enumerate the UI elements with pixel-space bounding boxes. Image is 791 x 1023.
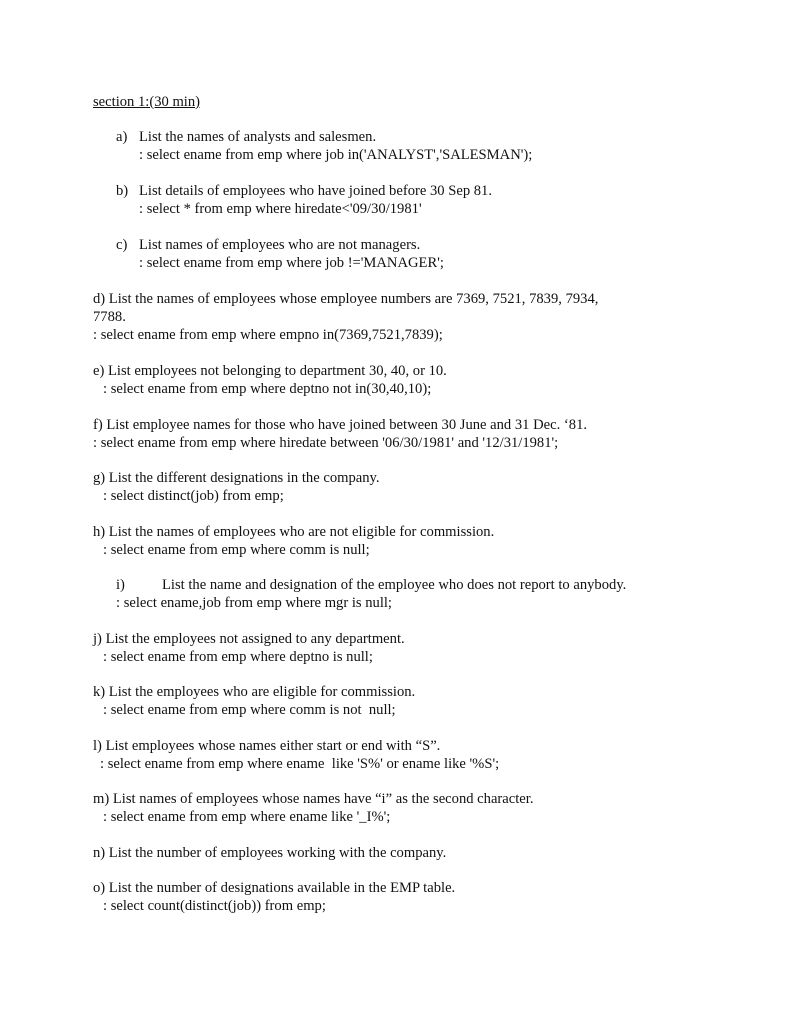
question-i-marker: i) <box>116 577 125 593</box>
question-g-answer: : select distinct(job) from emp; <box>103 488 284 504</box>
question-d-text-line2: 7788. <box>93 309 126 325</box>
question-h-text: h) List the names of employees who are not eligible for commission. <box>93 524 495 540</box>
section-title: section 1:(30 min) <box>93 94 201 110</box>
question-f-answer: : select ename from emp where hiredate between '06/30/1981' and '12/31/1981'; <box>93 435 559 451</box>
question-e-answer: : select ename from emp where deptno not in(30,40,10); <box>103 381 432 397</box>
question-d-answer: : select ename from emp where empno in(7369,7521,7839); <box>93 327 443 343</box>
question-a-text: List the names of analysts and salesmen. <box>139 129 377 145</box>
question-l-answer: : select ename from emp where ename like 'S%' or ename like '%S'; <box>100 756 500 772</box>
question-j-answer: : select ename from emp where deptno is null; <box>103 649 373 665</box>
question-k-text: k) List the employees who are eligible for commission. <box>93 684 416 700</box>
question-i-text: List the name and designation of the employee who does not report to anybody. <box>162 577 627 593</box>
question-o-text: o) List the number of designations available in the EMP table. <box>93 880 456 896</box>
question-h-answer: : select ename from emp where comm is null; <box>103 542 370 558</box>
question-i-answer: : select ename,job from emp where mgr is null; <box>116 595 392 611</box>
question-j-text: j) List the employees not assigned to any department. <box>93 631 405 647</box>
question-c-text: List names of employees who are not managers. <box>139 237 421 253</box>
question-b-answer: : select * from emp where hiredate<'09/30/1981' <box>139 201 422 217</box>
question-a-answer: : select ename from emp where job in('ANALYST','SALESMAN'); <box>139 147 533 163</box>
question-a-marker: a) <box>116 129 128 145</box>
question-g-text: g) List the different designations in the company. <box>93 470 380 486</box>
question-k-answer: : select ename from emp where comm is not null; <box>103 702 396 718</box>
question-m-text: m) List names of employees whose names have “i” as the second character. <box>93 791 534 807</box>
question-c-answer: : select ename from emp where job !='MANAGER'; <box>139 255 444 271</box>
question-o-answer: : select count(distinct(job)) from emp; <box>103 898 326 914</box>
question-c-marker: c) <box>116 237 128 253</box>
question-m-answer: : select ename from emp where ename like '_I%'; <box>103 809 391 825</box>
question-e-text: e) List employees not belonging to department 30, 40, or 10. <box>93 363 447 379</box>
question-l-text: l) List employees whose names either start or end with “S”. <box>93 738 441 754</box>
question-f-text: f) List employee names for those who have joined between 30 June and 31 Dec. ‘81. <box>93 417 588 433</box>
question-b-text: List details of employees who have joined before 30 Sep 81. <box>139 183 493 199</box>
question-n-text: n) List the number of employees working with the company. <box>93 845 447 861</box>
question-d-text-line1: d) List the names of employees whose employee numbers are 7369, 7521, 7839, 7934, <box>93 291 599 307</box>
question-b-marker: b) <box>116 183 129 199</box>
